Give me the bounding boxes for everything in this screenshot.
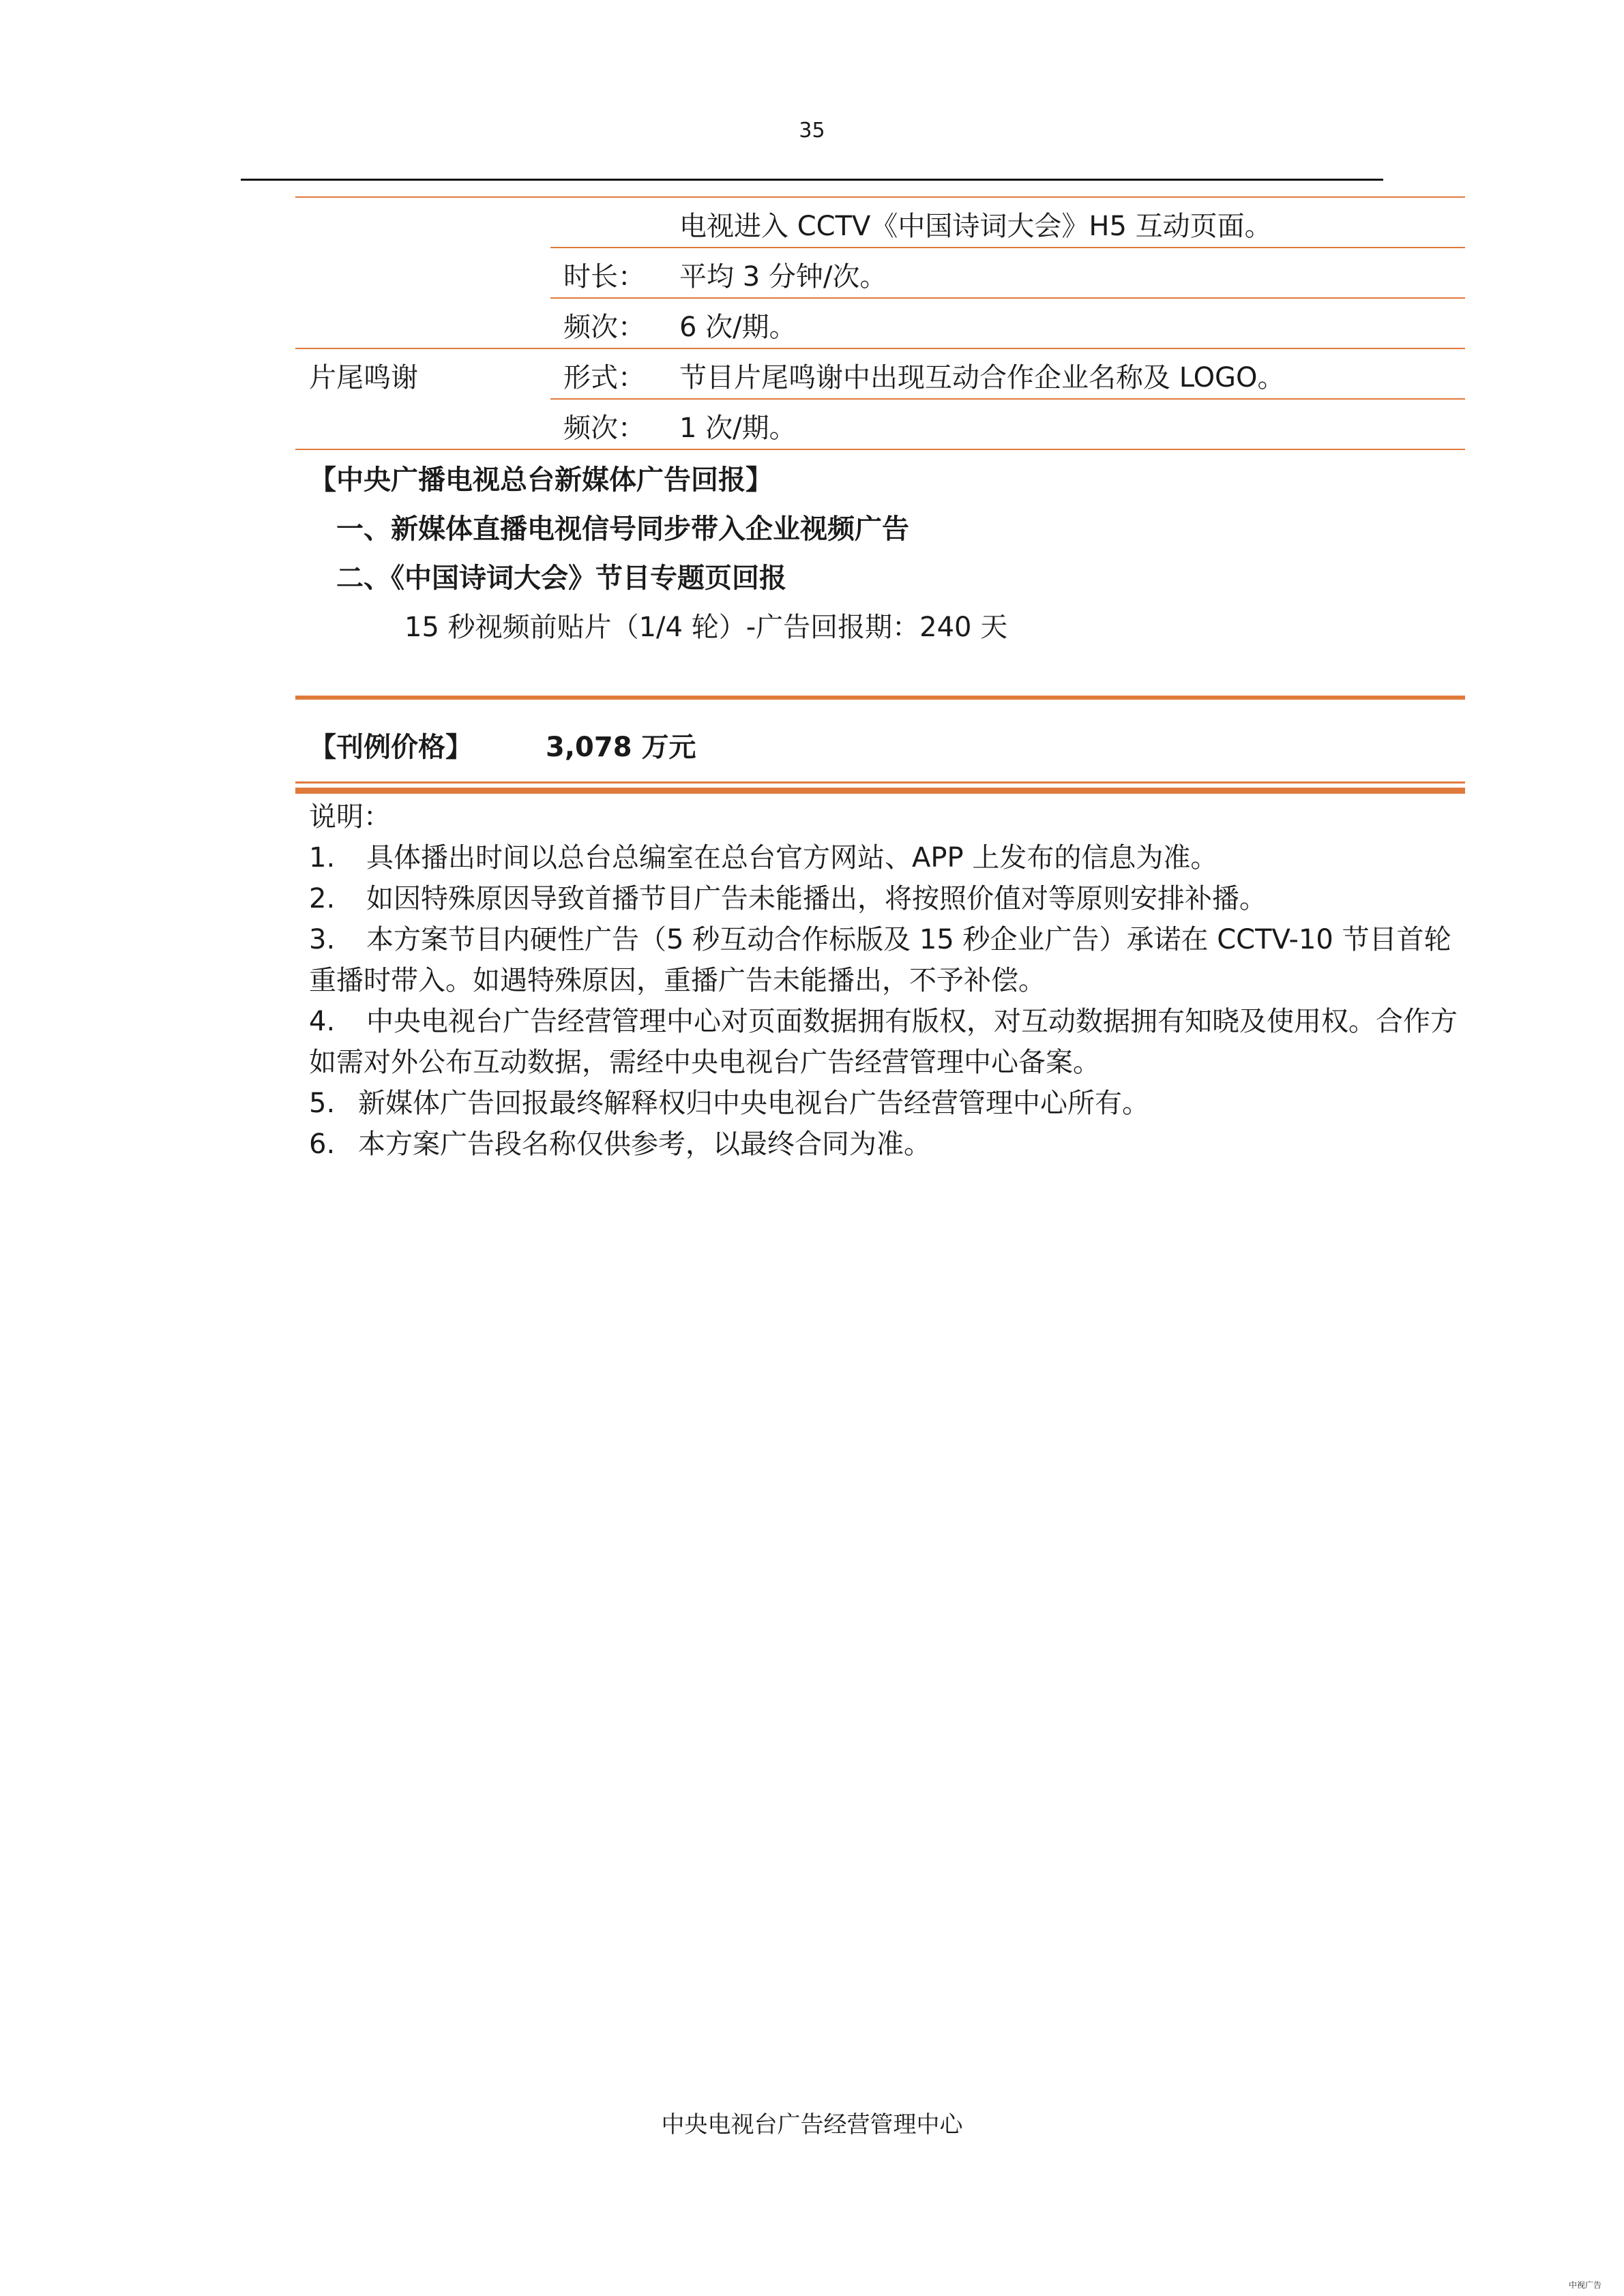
table-rule [550, 398, 1465, 400]
table-rule [550, 297, 1465, 299]
note-text: 本方案节目内硬性广告（5 秒互动合作标版及 15 秒企业广告）承诺在 CCTV-10 节目首轮 [366, 924, 1451, 955]
table-rule [295, 196, 1465, 198]
table-row-label: 形式： [563, 362, 645, 393]
new-media-item: 一、新媒体直播电视信号同步带入企业视频广告 [336, 513, 909, 545]
note-item [309, 926, 1451, 953]
table-row-content: 1 次/期。 [679, 413, 797, 444]
price-top-rule [295, 696, 1465, 700]
table-row-content: 电视进入 CCTV《中国诗词大会》H5 互动页面。 [679, 211, 1272, 242]
new-media-heading: 【中央广播电视总台新媒体广告回报】 [309, 464, 773, 496]
table-rule [550, 247, 1465, 248]
table-row-label: 频次： [563, 312, 645, 343]
note-item [309, 1090, 1149, 1117]
note-number: 4. [309, 1006, 336, 1037]
new-media-item-detail: 15 秒视频前贴片（1/4 轮）-广告回报期：240 天 [404, 612, 1008, 643]
price-label: 【刊例价格】 [309, 732, 473, 763]
header-rule [241, 179, 1383, 181]
note-number: 6. [309, 1129, 336, 1160]
note-item [309, 1008, 1458, 1035]
notes-title: 说明： [309, 801, 391, 833]
note-text: 如因特殊原因导致首播节目广告未能播出，将按照价值对等原则安排补播。 [366, 883, 1267, 914]
table-row-content: 6 次/期。 [679, 312, 797, 343]
table-row-label: 频次： [563, 413, 645, 444]
price-value: 3,078 万元 [546, 732, 696, 763]
corner-mark: 中视广告 [1569, 2280, 1602, 2290]
note-item [309, 842, 1218, 874]
table-row-label: 时长： [563, 261, 645, 293]
note-text: 具体播出时间以总台总编室在总台官方网站、APP 上发布的信息为准。 [366, 842, 1218, 874]
note-item [309, 1131, 931, 1158]
price-bottom-rule [295, 781, 1465, 784]
price-bottom-rule [295, 788, 1465, 794]
note-text: 本方案广告段名称仅供参考，以最终合同为准。 [358, 1129, 931, 1160]
table-row-content: 节目片尾鸣谢中出现互动合作企业名称及 LOGO。 [679, 362, 1285, 393]
note-number: 2. [309, 883, 336, 914]
note-number: 1. [309, 842, 336, 874]
table-rule [295, 449, 1465, 450]
new-media-item: 二、《中国诗词大会》节目专题页回报 [336, 563, 786, 594]
table-rule [295, 348, 1465, 349]
page-footer: 中央电视台广告经营管理中心 [661, 2111, 963, 2138]
page-number: 35 [799, 119, 825, 143]
note-item [309, 885, 1267, 912]
note-continuation: 重播时带入。如遇特殊原因，重播广告未能播出，不予补偿。 [309, 965, 1046, 996]
note-number: 3. [309, 924, 336, 955]
table-row-content: 平均 3 分钟/次。 [679, 261, 887, 293]
table-section-label: 片尾鸣谢 [309, 362, 418, 393]
note-continuation: 如需对外公布互动数据，需经中央电视台广告经营管理中心备案。 [309, 1047, 1100, 1078]
note-number: 5. [309, 1088, 336, 1119]
note-text: 新媒体广告回报最终解释权归中央电视台广告经营管理中心所有。 [358, 1088, 1149, 1119]
note-text: 中央电视台广告经营管理中心对页面数据拥有版权，对互动数据拥有知晓及使用权。合作方 [366, 1006, 1458, 1037]
